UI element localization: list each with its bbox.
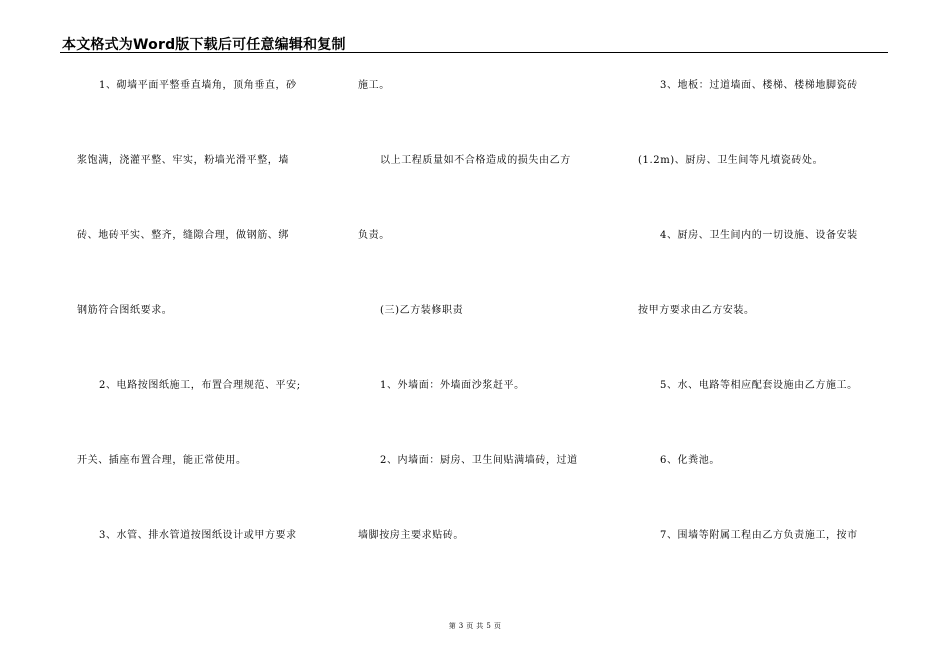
- section-heading: (三)乙方装修职责: [380, 305, 464, 316]
- text-line: 3、水管、排水管道按图纸设计或甲方要求: [99, 530, 297, 541]
- text-line: 2、电路按图纸施工，布置合理规范、平安;: [99, 380, 301, 391]
- text-line: 负责。: [358, 230, 390, 241]
- text-column-left: [77, 0, 327, 672]
- text-column-middle: [358, 0, 608, 672]
- text-line: 以上工程质量如不合格造成的损失由乙方: [380, 155, 571, 166]
- text-line: 4、厨房、卫生间内的一切设施、设备安装: [660, 230, 858, 241]
- text-line: 5、水、电路等相应配套设施由乙方施工。: [660, 380, 858, 391]
- text-line: 开关、插座布置合理，能正常使用。: [77, 455, 247, 466]
- text-line: 浆饱满，浇灌平整、牢实，粉墙光滑平整，墙: [77, 155, 289, 166]
- text-line: 3、地板：过道墙面、楼梯、楼梯地脚瓷砖: [660, 80, 858, 91]
- text-line: (1.2m)、厨房、卫生间等凡墳瓷砖处。: [638, 155, 824, 166]
- text-column-right: [638, 0, 890, 672]
- text-line: 1、外墙面：外墙面沙浆赶平。: [380, 380, 525, 391]
- text-line: 1、砌墙平面平整垂直墙角，顶角垂直，砂: [99, 80, 297, 91]
- text-line: 施工。: [358, 80, 390, 91]
- text-line: 7、围墙等附属工程由乙方负责施工，按市: [660, 530, 858, 541]
- document-header-title: 本文格式为Word版下载后可任意编辑和复制: [62, 37, 346, 53]
- text-line: 按甲方要求由乙方安装。: [638, 305, 755, 316]
- text-line: 钢筋符合图纸要求。: [77, 305, 173, 316]
- text-line: 墙脚按房主要求贴砖。: [358, 530, 464, 541]
- text-line: 砖、地砖平实、整齐，缝隙合理，做钢筋、绑: [77, 230, 289, 241]
- page-number: 第 3 页 共 5 页: [448, 622, 502, 630]
- text-line: 6、化粪池。: [660, 455, 720, 466]
- text-line: 2、内墙面：厨房、卫生间贴满墙砖，过道: [380, 455, 578, 466]
